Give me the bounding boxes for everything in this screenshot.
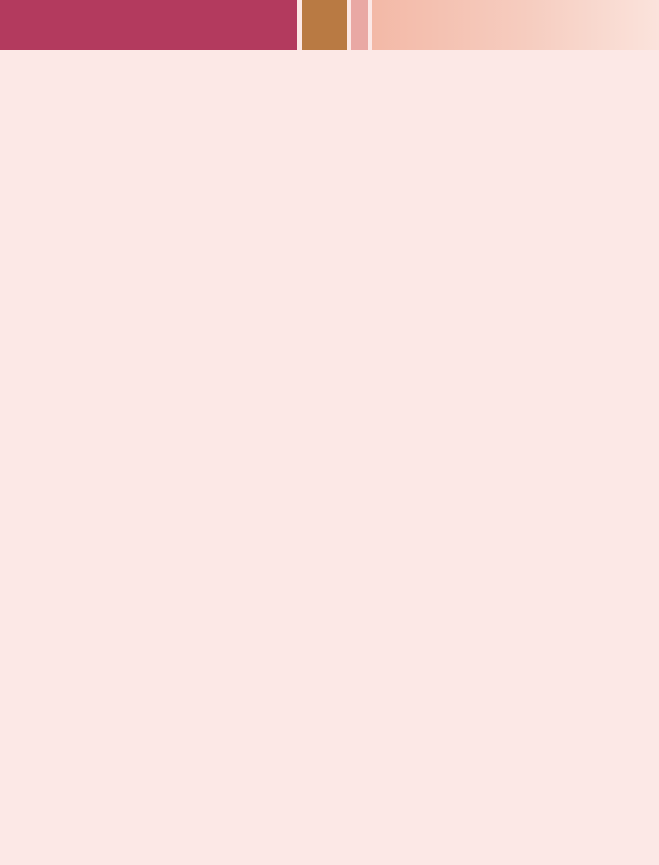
header-accent-gradient xyxy=(372,0,659,50)
page-header xyxy=(0,0,659,50)
header-accent-pink xyxy=(351,0,368,50)
header-accent-brown xyxy=(302,0,347,50)
header-band xyxy=(0,0,297,50)
